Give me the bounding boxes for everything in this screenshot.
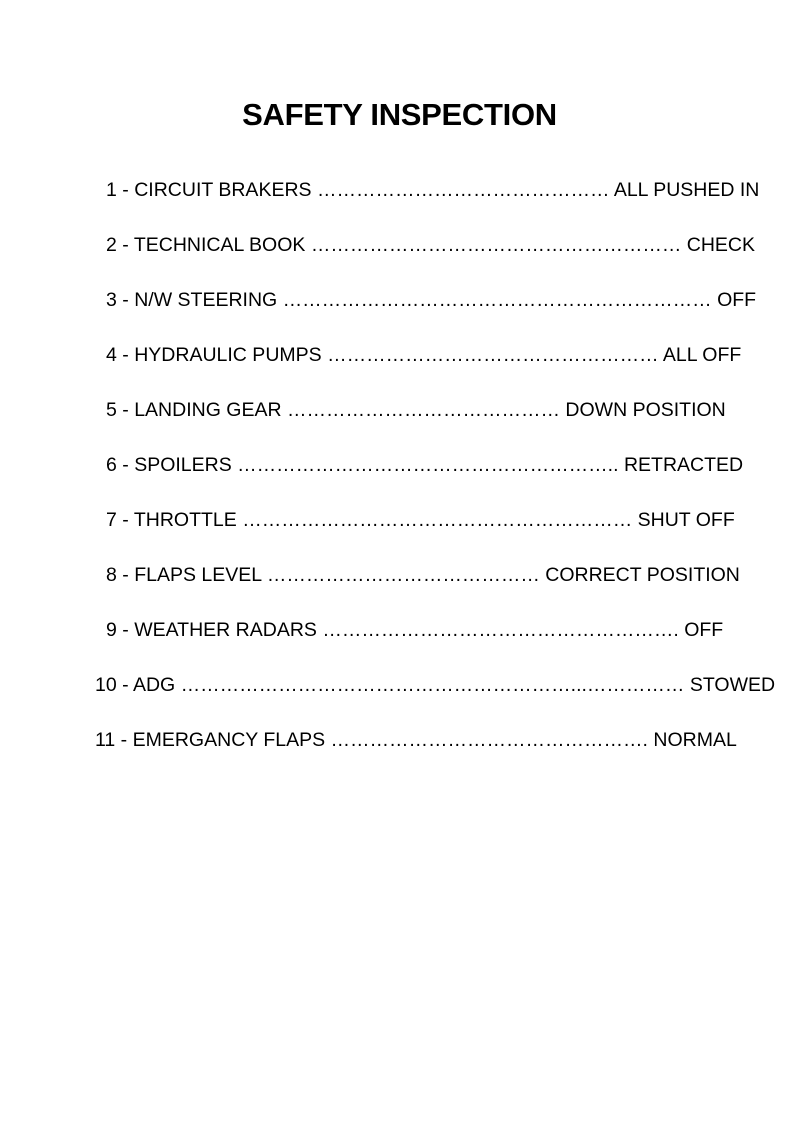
- item-label: SPOILERS: [134, 454, 232, 476]
- item-leader-dots: …………………………………………………………: [282, 289, 712, 311]
- item-label: LANDING GEAR: [134, 399, 282, 421]
- item-number: 11: [95, 729, 116, 751]
- item-number: 7: [106, 509, 117, 531]
- item-leader-dots: ……………………………………: [287, 399, 560, 421]
- item-action: RETRACTED: [623, 454, 744, 476]
- item-label: FLAPS LEVEL: [134, 564, 262, 586]
- checklist-item: 1 - CIRCUIT BRAKERS ……………………………………… ALL PUSHED IN: [106, 179, 760, 201]
- item-action: ALL OFF: [662, 344, 742, 366]
- checklist-item: 10 - ADG ……………………………………………………...…………… STOWED: [95, 674, 776, 696]
- item-number: 9: [106, 619, 117, 641]
- item-action: STOWED: [689, 674, 776, 696]
- item-label: THROTTLE: [133, 509, 237, 531]
- item-leader-dots: ……………………………………………….: [322, 619, 679, 641]
- item-leader-dots: ……………………………………………………: [242, 509, 633, 531]
- item-label: ADG: [132, 674, 176, 696]
- item-label: TECHNICAL BOOK: [133, 234, 306, 256]
- item-action: NORMAL: [653, 729, 737, 751]
- item-number: 5: [106, 399, 117, 421]
- page-title: SAFETY INSPECTION: [242, 97, 557, 132]
- item-label: N/W STEERING: [134, 289, 278, 311]
- checklist-item: 8 - FLAPS LEVEL …………………………………… CORRECT POSITION: [106, 564, 740, 586]
- item-action: ALL PUSHED IN: [613, 179, 760, 201]
- item-leader-dots: ………………………………………….: [330, 729, 648, 751]
- item-action: OFF: [717, 289, 757, 311]
- checklist-item: 3 - N/W STEERING ………………………………………………………… OFF: [106, 289, 757, 311]
- item-label: HYDRAULIC PUMPS: [134, 344, 322, 366]
- item-action: CORRECT POSITION: [545, 564, 740, 586]
- checklist-item: 11 - EMERGANCY FLAPS …………………………………………. NORMAL: [95, 729, 737, 751]
- item-number: 2: [106, 234, 117, 256]
- item-label: EMERGANCY FLAPS: [132, 729, 326, 751]
- checklist-item: 2 - TECHNICAL BOOK ………………………………………………… CHECK: [106, 234, 756, 256]
- item-number: 6: [106, 454, 117, 476]
- item-label: CIRCUIT BRAKERS: [134, 179, 312, 201]
- item-number: 4: [106, 344, 117, 366]
- item-leader-dots: ………………………………………: [316, 179, 610, 201]
- checklist-item: 7 - THROTTLE …………………………………………………… SHUT OFF: [106, 509, 735, 531]
- item-number: 10: [95, 674, 117, 696]
- item-action: OFF: [684, 619, 724, 641]
- item-action: SHUT OFF: [637, 509, 735, 531]
- checklist-item: 5 - LANDING GEAR …………………………………… DOWN POSITION: [106, 399, 726, 421]
- checklist-item: 6 - SPOILERS ………………………………………………….. RETRACTED: [106, 454, 744, 476]
- item-number: 8: [106, 564, 117, 586]
- item-number: 1: [106, 179, 117, 201]
- item-action: CHECK: [686, 234, 756, 256]
- checklist-item: 4 - HYDRAULIC PUMPS …………………………………………… ALL OFF: [106, 344, 742, 366]
- item-leader-dots: …………………………………………………: [310, 234, 682, 256]
- checklist-item: 9 - WEATHER RADARS ………………………………………………. OFF: [106, 619, 724, 641]
- item-label: WEATHER RADARS: [134, 619, 317, 641]
- item-leader-dots: ……………………………………………………...……………: [180, 674, 685, 696]
- item-leader-dots: …………………………………………………..: [237, 454, 619, 476]
- item-leader-dots: ……………………………………: [266, 564, 540, 586]
- item-leader-dots: ……………………………………………: [327, 344, 659, 366]
- item-number: 3: [106, 289, 117, 311]
- item-action: DOWN POSITION: [565, 399, 726, 421]
